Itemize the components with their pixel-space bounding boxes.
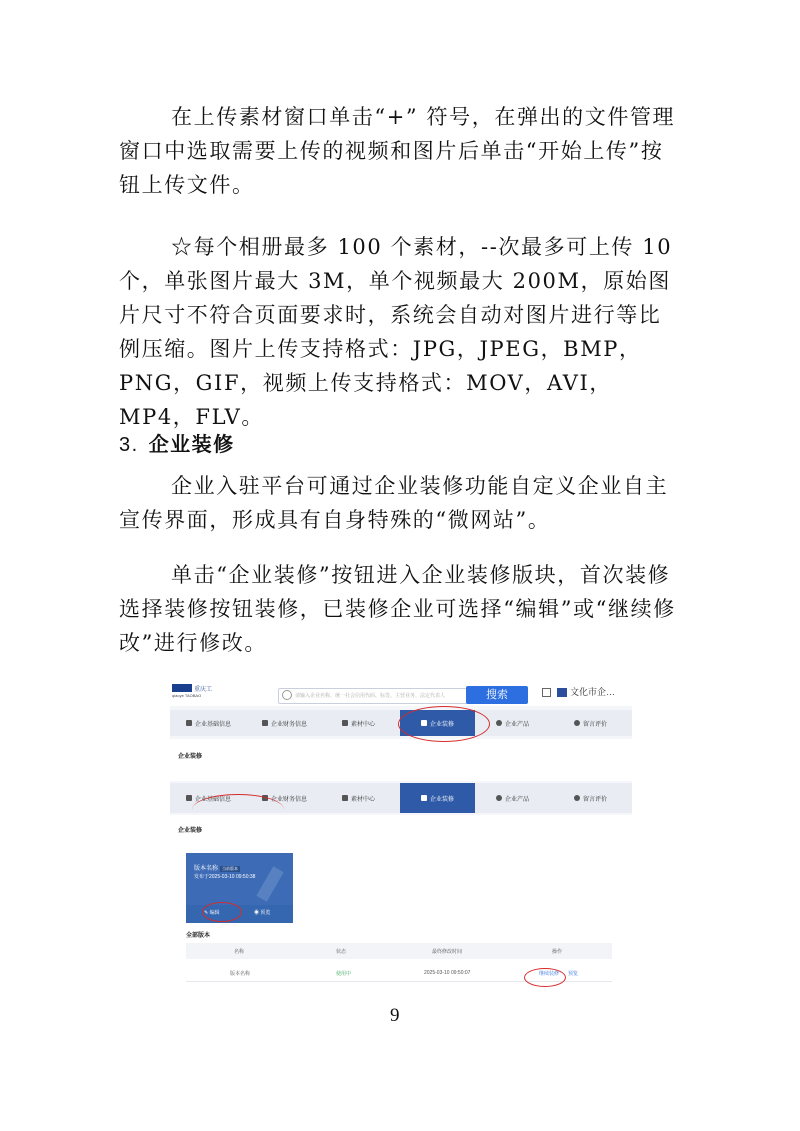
logo-mark (172, 684, 192, 692)
comment-icon (574, 720, 580, 726)
tab-basic-info[interactable]: 企业基础信息 (186, 710, 231, 736)
info-icon (186, 720, 192, 726)
panel-title: 企业装修 (178, 828, 203, 834)
row-status: 使用中 (336, 971, 352, 977)
tab-finance-info[interactable]: 企业财务信息 (262, 710, 307, 736)
user-menu[interactable] (542, 685, 615, 698)
panel-title: 企业装修 (178, 754, 203, 760)
site-logo[interactable] (172, 684, 226, 700)
continue-decorating-link[interactable]: 继续装修 (539, 971, 560, 977)
decoration-icon (421, 795, 427, 801)
tab-materials[interactable]: 素材中心 (342, 783, 375, 813)
versions-title: 全部版本 (186, 933, 211, 939)
tab-products[interactable]: 企业产品 (496, 710, 529, 736)
paragraph-decoration-intro: 企业入驻平台可通过企业装修功能自定义企业自主宣传界面，形成具有自身特殊的“微网站”。 (119, 474, 669, 532)
highlight-ring-tab (398, 706, 490, 742)
comment-icon (574, 795, 580, 801)
highlight-ring-edit (202, 902, 242, 922)
search-placeholder: 请输入企业名称、统一社会信用代码、标签、主营业务、法定代表人 (295, 693, 446, 699)
row-version-name: 版本名称 (230, 971, 251, 977)
tab-products[interactable]: 企业产品 (496, 783, 529, 813)
section-heading: 3. 企业装修 (119, 432, 235, 456)
page-number: 9 (390, 1005, 400, 1026)
row-modified-time: 2025-03-10 09:50:07 (424, 970, 471, 976)
product-icon (496, 795, 502, 801)
card-publish-date: 发布于2025-03-10 09:50:38 (194, 874, 256, 880)
paragraph-decoration-steps: 单击“企业装修”按钮进入企业装修版块，首次装修选择装修按钮装修，已装修企业可选择“编辑”或“继续修改”进行修改。 (119, 563, 676, 655)
top-bar (170, 680, 632, 706)
paragraph-upload-limits: ☆每个相册最多 100 个素材，--次最多可上传 10 个，单张图片最大 3M，单个视频最大 200M，原始图片尺寸不符合页面要求时，系统会自动对图片进行等比例压缩。图片上传支持格式：JPG，JPEG，BMP，PNG，GIF，视频上传支持格式：MOV，AVI，MP4，FLV。 (119, 235, 673, 429)
highlight-arc (192, 794, 284, 825)
screenshot-figure (170, 680, 632, 1002)
preview-button[interactable]: ◉ 预览 (254, 910, 271, 916)
tab-decoration[interactable]: 企业装修 (400, 783, 475, 813)
finance-icon (262, 720, 268, 726)
preview-link[interactable]: 预览 (568, 971, 579, 977)
paragraph-upload-instructions: 在上传素材窗口单击“+” 符号，在弹出的文件管理窗口中选取需要上传的视频和图片后单击“开始上传”按钮上传文件。 (119, 105, 676, 197)
tab-finance-info[interactable]: 企业财务信息 (262, 783, 307, 813)
column-header: 最终修改时间 (432, 949, 463, 955)
tab-reviews[interactable]: 留言评价 (574, 783, 607, 813)
card-version-name: 版本名称 当前版本 (194, 866, 239, 872)
message-icon[interactable] (542, 688, 551, 697)
column-header: 操作 (552, 949, 563, 955)
image-icon (342, 720, 348, 726)
tab-materials[interactable]: 素材中心 (342, 710, 375, 736)
edit-button[interactable]: ✎ 编辑 (204, 910, 220, 916)
tab-basic-info[interactable]: 企业基础信息 (186, 783, 231, 813)
search-icon (282, 690, 292, 700)
tab-reviews[interactable]: 留言评价 (574, 710, 607, 736)
highlight-ring-continue (524, 968, 566, 987)
brush-icon (256, 866, 283, 901)
column-header: 名称 (234, 949, 245, 955)
column-header: 状态 (336, 949, 347, 955)
image-icon (342, 795, 348, 801)
panel-top (170, 739, 632, 781)
avatar (557, 688, 567, 697)
search-input[interactable] (278, 688, 480, 704)
table-header (186, 943, 612, 959)
search-button[interactable]: 搜索 (466, 686, 528, 704)
user-label: 文化市企… (570, 687, 616, 697)
product-icon (496, 720, 502, 726)
tab-decoration[interactable]: 企业装修 (400, 710, 475, 736)
logo-title: 重庆工 (194, 687, 213, 693)
logo-subtitle: qiaoye TAOBAO (172, 693, 202, 698)
info-icon (186, 795, 192, 801)
current-version-badge: 当前版本 (222, 866, 239, 871)
